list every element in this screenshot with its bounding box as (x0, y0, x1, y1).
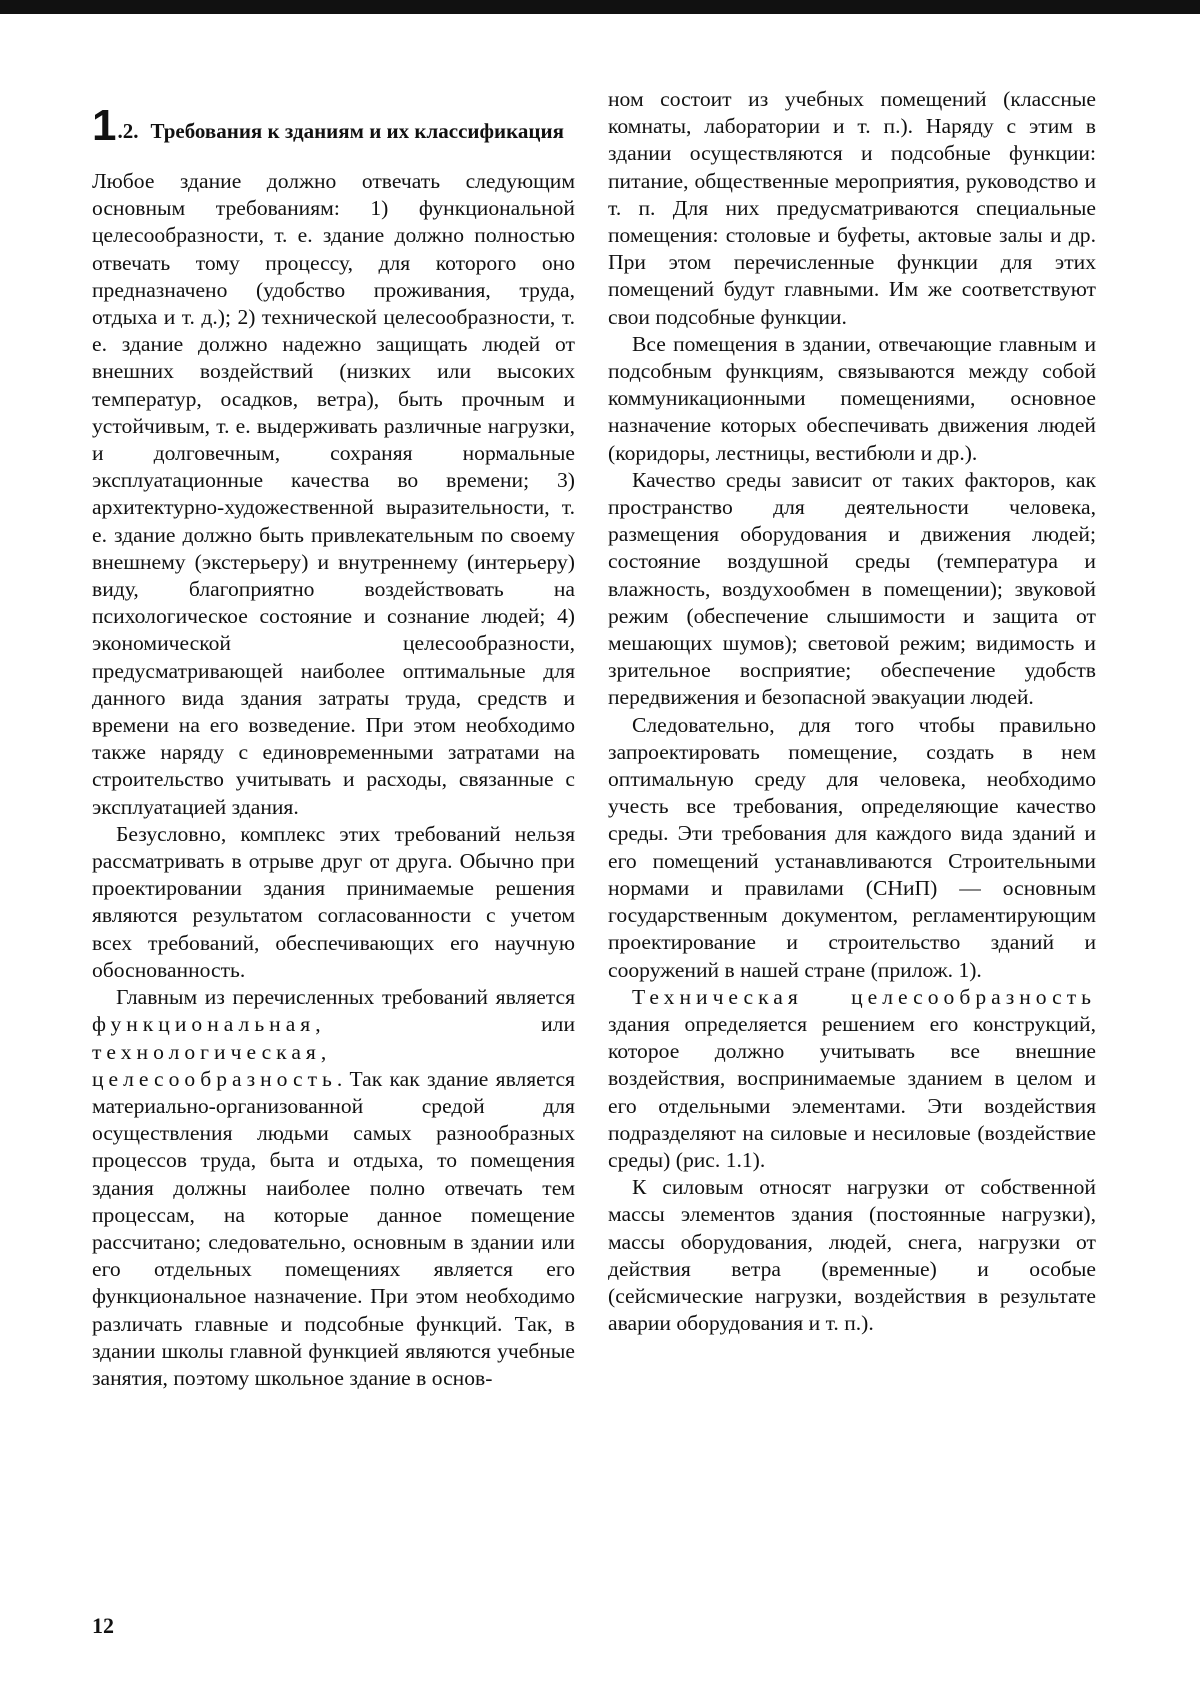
term-functional: функциональная (92, 1012, 316, 1037)
paragraph-functional-start: Главным из перечисленных требований является (116, 985, 575, 1010)
paragraph-communication: Все помещения в здании, отвечающие главным и подсобным функциям, связываются между собой коммуникационными помещениями, основное назначение которых обеспечивать движения людей (коридоры, лестницы, вестибюли и др.). (608, 331, 1096, 465)
left-column (92, 101, 575, 1392)
paragraph-functional-mid: , или (315, 1012, 575, 1037)
paragraph-snip: Следовательно, для того чтобы правильно запроектировать помещение, создать в нем оптимальную среду для человека, необходимо учесть все требования, определяющие качество среды. Эти требования для каждого вида зданий и его помещений устанавливаются Строительными нормами и правилами (СНиП) — основным государственным документом, регламентирующим проектирование и строительство зданий и сооружений в нашей стране (прилож. 1). (608, 712, 1096, 982)
top-scan-border (0, 0, 1200, 14)
paragraph-technical (608, 984, 1096, 1174)
right-column (608, 86, 1096, 1337)
term-technical: Техническая целесообразность (632, 984, 1096, 1009)
paragraph-requirements: Любое здание должно отвечать следующим основным требованиям: 1) функциональной целесообразности, т. е. здание должно полностью отвечать тому процессу, для которого оно предназначено (удобство проживания, труда, отдыха и т. д.); 2) технической целесообразности, т. е. здание должно надежно защищать людей от внешних воздействий (низких или высоких температур, осадков, ветра), быть прочным и устойчивым, т. е. выдерживать различные нагрузки, и долговечным, сохраняя нормальные эксплуатационные качества во времени; 3) архитектурно-художественной выразительности, т. е. здание должно быть привлекательным по своему внешнему (экстерьеру) и внутреннему (интерьеру) виду, благоприятно воздействовать на психологическое состояние и сознание людей; 4) экономической целесообразности, предусматривающей наиболее оптимальные для данного вида здания затраты труда, средств и времени на его возведение. При этом необходимо также наряду с единовременными затратами на строительство учитывать и расходы, связанные с эксплуатацией здания. (92, 169, 575, 819)
paragraph-technical-end: здания определяется решением его конструкций, которое должно учитывать все внешние воздействия, воспринимаемые зданием в целом и его отдельными элементами. Эти воздействия подразделяют на силовые и несиловые (воздействие среды) (рис. 1.1). (608, 1011, 1096, 1172)
section-number: 1 (92, 101, 116, 150)
section-title: Требования к зданиям и их классификация (150, 119, 564, 143)
section-number-suffix: .2. (117, 119, 139, 143)
book-page (92, 86, 1116, 1646)
paragraph-loads: К силовым относят нагрузки от собственной массы элементов здания (постоянные нагрузки), массы оборудования, людей, снега, нагрузки от действия ветра (временные) и особые (сейсмические нагрузки, воздействия в результате аварии оборудования и т. п.). (608, 1175, 1096, 1336)
paragraph-functional (92, 984, 575, 1392)
paragraph-continuation: ном состоит из учебных помещений (классные комнаты, лаборатории и т. п.). Наряду с этим в здании осуществляются и подсобные функции: питание, общественные мероприятия, руководство и т. п. Для них предусматриваются специальные помещения: столовые и буфеты, актовые залы и др. При этом перечисленные функции для этих помещений будут главными. Им же соответствуют свои подсобные функции. (608, 87, 1096, 329)
paragraph-environment: Качество среды зависит от таких факторов, как пространство для деятельности человека, размещения оборудования и движения людей; состояние воздушной среды (температура и влажность, воздухообмен в помещении); звуковой режим (обеспечение слышимости и защита от мешающих шумов); световой режим; видимость и зрительное восприятие; обеспечение удобств передвижения и безопасной эвакуации людей. (608, 467, 1096, 710)
paragraph-functional-end: . Так как здание является материально-организованной средой для осуществления людьми самых разнообразных процессов труда, быта и отдыха, то помещения здания должны наиболее полно отвечать тем процессам, на которые данное помещение рассчитано; следовательно, основным в здании или его отдельных помещениях является его функциональное назначение. При этом необходимо различать главные и подсобные функций. Так, в здании школы главной функцией являются учебные занятия, поэтому школьное здание в основ- (92, 1066, 575, 1390)
paragraph-complex: Безусловно, комплекс этих требований нельзя рассматривать в отрыве друг от друга. Обычно при проектировании здания принимаемые решения являются результатом согласованности с учетом всех требований, обеспечивающих его научную обоснованность. (92, 821, 575, 982)
term-technological: технологическая, целесообразность (92, 1039, 337, 1091)
section-heading (92, 101, 575, 150)
page-number: 12 (92, 1613, 114, 1638)
